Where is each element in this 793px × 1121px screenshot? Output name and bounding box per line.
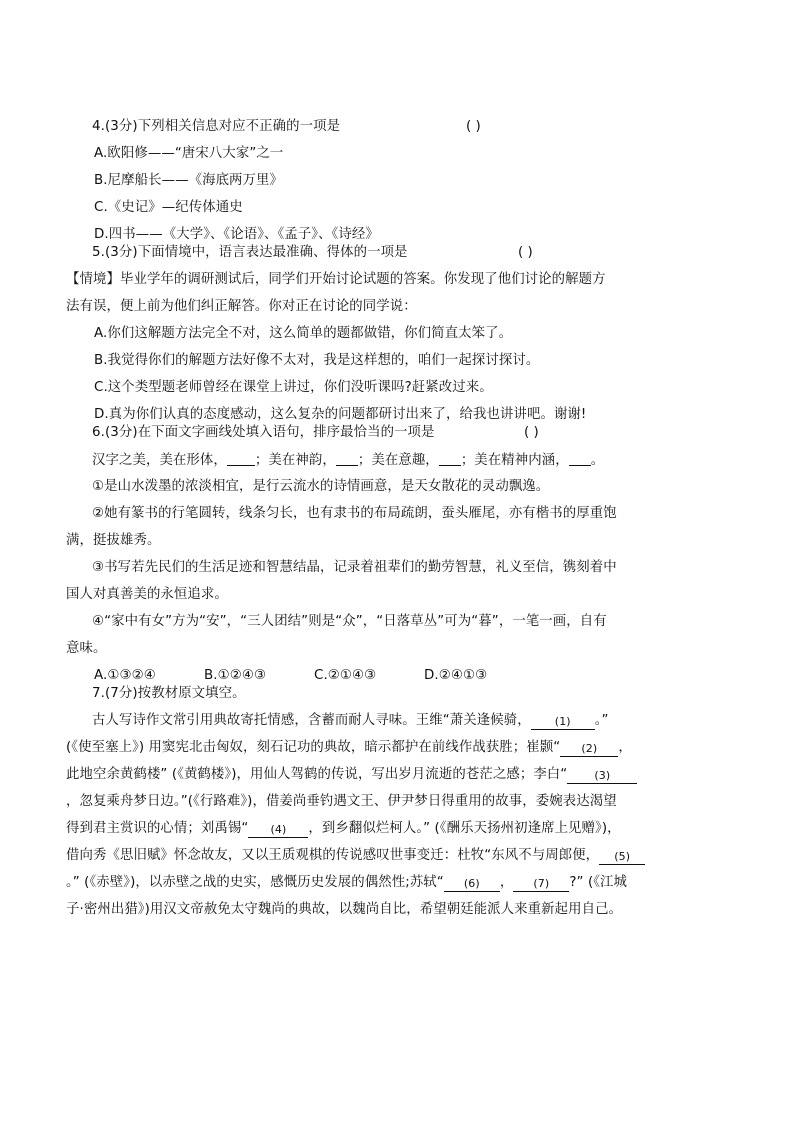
q5-option-d: D.真为你们认真的态度感动，这么复杂的问题都研讨出来了，给我也讲讲吧。谢谢! [94, 407, 587, 422]
q5-context-line2: 法有误，便上前为他们纠正解答。你对正在讨论的同学说： [66, 299, 417, 314]
q4-option-c: C.《史记》—纪传体通史 [94, 200, 243, 215]
q6-blank-4[interactable] [569, 451, 591, 466]
q6-sentence-3-line1: ③书写若先民们的生活足迹和智慧结晶，记录着祖辈们的勤劳智慧，礼义至信，镌刻着中 [92, 560, 617, 575]
q4-option-a: A.欧阳修——“唐宋八大家”之一 [94, 146, 284, 161]
q7-text: 。” (《赤壁》)，以赤壁之战的史实，感慨历史发展的偶然性;苏轼“ [66, 875, 444, 890]
q7-blank-7[interactable]: (7) [513, 877, 569, 892]
q7-text: ， [618, 740, 632, 755]
q4-stem: 4.(3分)下列相关信息对应不正确的一项是 [92, 119, 341, 134]
q6-option-c: C.②①④③ [314, 668, 377, 683]
q6-sentence-4-line2: 意味。 [66, 641, 107, 656]
q5-option-c: C.这个类型题老师曾经在课堂上讲过，你们没听课吗?赶紧改过来。 [94, 380, 493, 395]
q6-sentence-4-line1: ④“家中有女”方为“安”，“三人团结”则是“众”，“日落草丛”可为“暮”，一笔一画，自有 [92, 614, 607, 629]
q6-intro-part5: 。 [590, 453, 605, 468]
q7-blank-3[interactable]: (3) [567, 769, 637, 784]
q5-option-a: A.你们这解题方法完全不对，这么简单的题都做错，你们简直太笨了。 [94, 326, 513, 341]
q7-text: (《使至塞上》) 用窦宪北击匈奴，刻石记功的典故，暗示都护在前线作战获胜；崔颢“ [66, 740, 561, 755]
q6-sentence-2-line2: 满，挺拔雄秀。 [66, 533, 161, 548]
q7-line-7 [66, 874, 676, 892]
q6-sentence-3-line2: 国人对真善美的永恒追求。 [66, 587, 228, 602]
q6-answer-paren: ( ) [524, 425, 539, 440]
q7-text: ?” (《江城 [569, 875, 628, 890]
q6-blank-3[interactable] [439, 451, 461, 466]
q7-line-3 [66, 766, 676, 784]
q6-intro-part4: ；美在精神内涵， [460, 453, 569, 468]
q7-text: 借向秀《思旧赋》怀念故友，又以王质观棋的传说感叹世事变迁：杜牧“东风不与周郎便， [66, 848, 600, 863]
q7-line-1 [92, 712, 702, 730]
q7-line-8: 子·密州出猎》)用汉文帝赦免太守魏尚的典故，以魏尚自比，希望朝廷能派人来重新起用自己。 [66, 902, 623, 917]
q6-option-d: D.②④①③ [424, 668, 488, 683]
q7-text: 此地空余黄鹤楼” (《黄鹤楼》)，用仙人驾鹤的传说，写出岁月流逝的苍茫之感；李白“ [66, 767, 568, 782]
q5-answer-paren: ( ) [518, 245, 533, 260]
q7-blank-5[interactable]: (5) [599, 850, 645, 865]
q7-blank-4[interactable]: (4) [248, 823, 308, 838]
q7-text: 。” [594, 713, 609, 728]
q6-intro-part1: 汉字之美，美在形体， [92, 453, 227, 468]
q4-answer-paren: ( ) [466, 119, 481, 134]
q7-line-4: ，忽复乘舟梦日边。”(《行路难》)，借姜尚垂钓遇文王、伊尹梦日得重用的故事，委婉表达渴望 [66, 794, 617, 809]
q7-blank-6[interactable]: (6) [444, 877, 500, 892]
q7-stem: 7.(7分)按教材原文填空。 [92, 686, 246, 701]
q7-blank-1[interactable]: (1) [531, 715, 595, 730]
q6-stem: 6.(3分)在下面文字画线处填入语句，排序最恰当的一项是 [92, 425, 435, 440]
q7-text: 得到君主赏识的心情；刘禹锡“ [66, 821, 249, 836]
q6-sentence-2-line1: ②她有篆书的行笔圆转，线条匀长，也有隶书的布局疏朗，蚕头雁尾，亦有楷书的厚重饱 [92, 506, 617, 521]
q7-blank-2[interactable]: (2) [560, 742, 618, 757]
q4-option-b: B.尼摩船长——《海底两万里》 [94, 173, 284, 188]
q5-context-line1: 【情境】毕业学年的调研测试后，同学们开始讨论试题的答案。你发现了他们讨论的解题方 [66, 272, 606, 287]
q6-intro-part2: ；美在神韵， [254, 453, 336, 468]
q5-option-b: B.我觉得你们的解题方法好像不太对，我是这样想的，咱们一起探讨探讨。 [94, 353, 540, 368]
q6-intro-part3: ；美在意趣， [357, 453, 439, 468]
q6-intro [92, 451, 702, 470]
q7-text: ，到乡翻似烂柯人。” (《酬乐天扬州初逢席上见赠》)， [308, 821, 621, 836]
q7-text: 古人写诗作文常引用典故寄托情感，含蓄而耐人寻味。王维“萧关逢候骑， [92, 713, 531, 728]
q7-text: ， [499, 875, 514, 890]
q6-sentence-1: ①是山水泼墨的浓淡相宜，是行云流水的诗情画意，是天女散花的灵动飘逸。 [92, 479, 550, 494]
q4-option-d: D.四书——《大学》、《论语》、《孟子》、《诗经》 [94, 227, 379, 242]
q6-option-b: B.①②④③ [204, 668, 267, 683]
q6-options [94, 667, 704, 685]
q7-line-2 [66, 739, 676, 757]
q6-blank-2[interactable] [336, 451, 358, 466]
q5-stem: 5.(3分)下面情境中，语言表达最准确、得体的一项是 [92, 245, 408, 260]
q6-blank-1[interactable] [227, 451, 255, 466]
q6-option-a: A.①③②④ [94, 668, 156, 683]
q7-line-5 [66, 820, 676, 838]
q7-line-6 [66, 847, 676, 865]
